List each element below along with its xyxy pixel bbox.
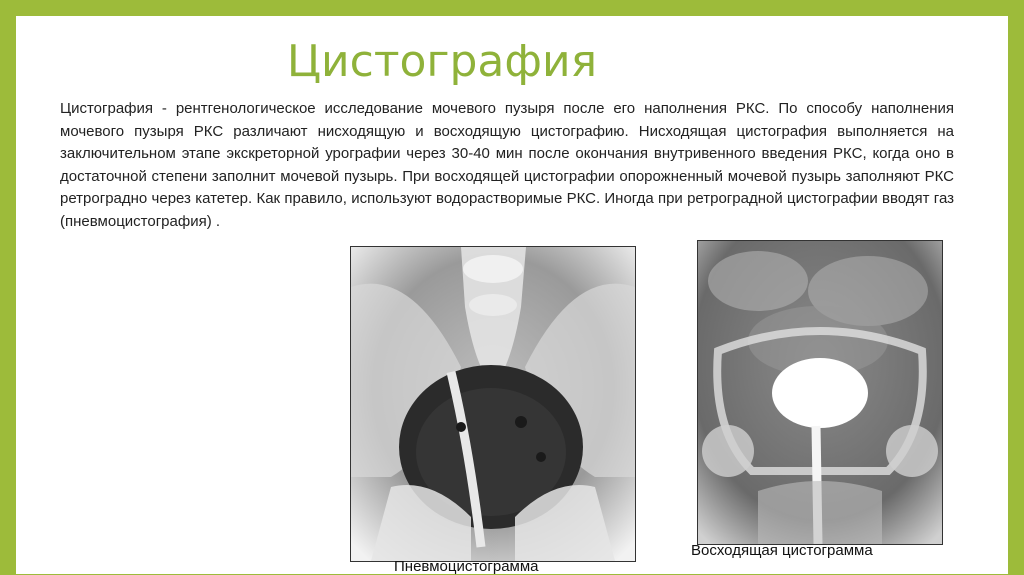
ascending-cystogram-image [697, 240, 943, 545]
ascending-cystogram-xray [698, 241, 942, 544]
pneumocystogram-image [350, 246, 636, 562]
slide [16, 16, 1008, 574]
slide-body-text: Цистография - рентгенологическое исследование мочевого пузыря после его наполнения РКС. По способу наполнения мочевого пузыря РКС различают нисходящую и восходящую цистографию. Нисходящая цистография выполняется на заключительном этапе экскреторной урографии через 30-40 мин после окончания внутривенного введения РКС, когда оно в достаточной степени заполнит мочевой пузырь. При восходящей цистографии опорожненный мочевой пузырь заполняют РКС ретроградно через катетер. Как правило, используют водорастворимые РКС. Иногда при ретроградной цистографии вводят газ (пневмоцистография) . [60, 100, 954, 230]
slide-title: Цистография [286, 36, 598, 87]
pneumocystogram-xray [351, 247, 635, 561]
pneumocystogram-caption: Пневмоцистограмма [394, 558, 539, 575]
ascending-cystogram-caption: Восходящая цистограмма [691, 542, 873, 559]
